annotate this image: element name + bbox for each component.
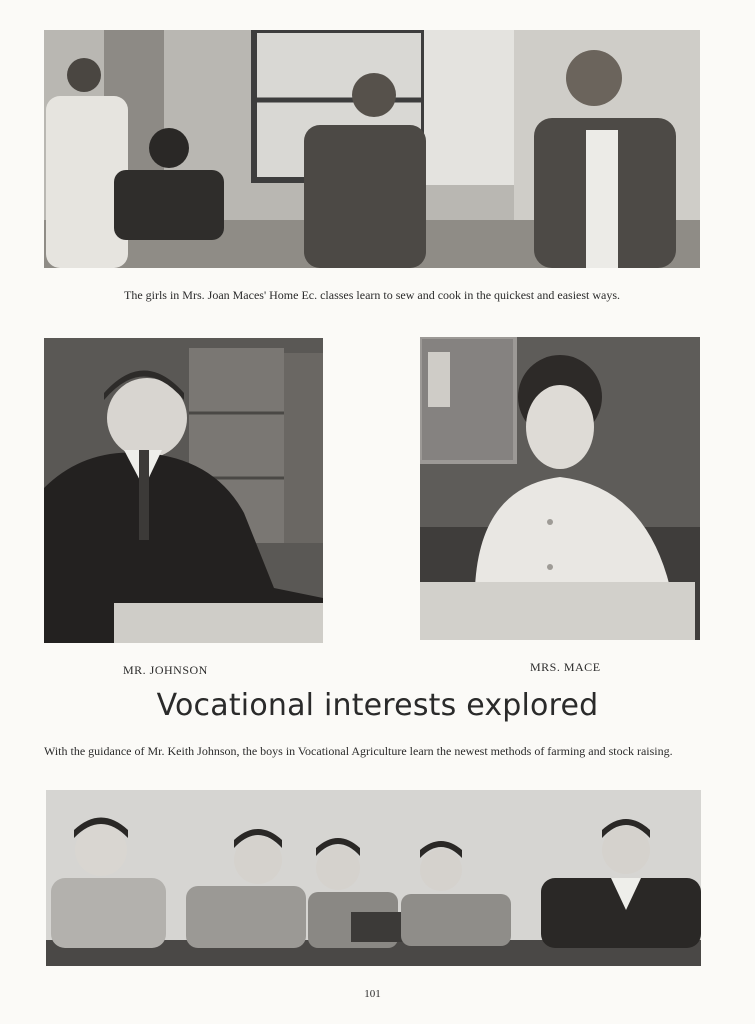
page-headline: Vocational interests explored	[156, 688, 599, 723]
vocational-agriculture-text: With the guidance of Mr. Keith Johnson, the boys in Vocational Agriculture learn the newest methods of farming and stock raising.	[44, 744, 673, 758]
vocational-agriculture-group-photo	[46, 790, 701, 966]
page-number: 101	[364, 988, 381, 1000]
mace-portrait-photo	[420, 337, 700, 640]
home-ec-caption: The girls in Mrs. Joan Maces' Home Ec. classes learn to sew and cook in the quickest and easiest ways.	[123, 288, 621, 302]
johnson-label: MR. JOHNSON	[123, 663, 208, 677]
johnson-portrait-photo	[44, 338, 323, 643]
home-ec-class-photo	[44, 30, 700, 268]
mace-label: MRS. MACE	[530, 660, 601, 674]
